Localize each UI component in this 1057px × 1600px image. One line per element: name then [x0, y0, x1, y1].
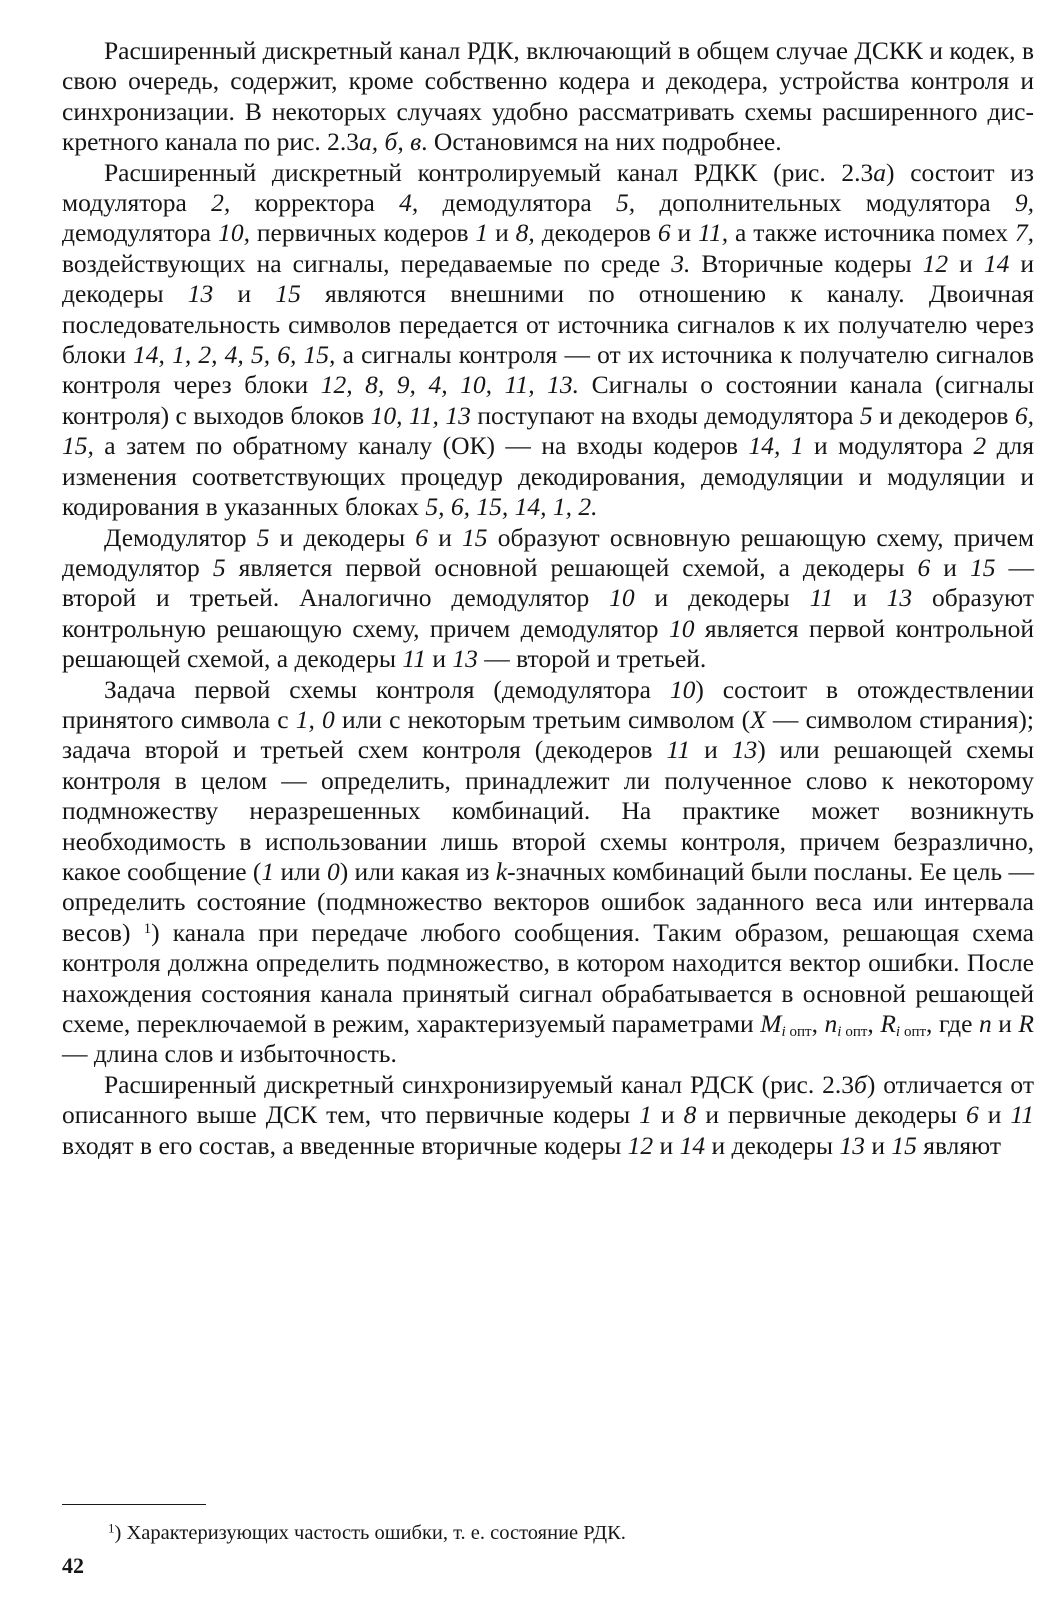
text-run: и: [488, 218, 516, 248]
italic-run: 12: [922, 248, 949, 278]
text-run: ) канала при передаче любого сообщения. Таким образом, решающая схема контроля должна определить подмножество, в котором находится вектор ошибки. После нахождения состояния канала принятый сигнал обрабатывается в основной решающей схеме, переключаемой в режим, характеризуемый параметрами: [62, 917, 1034, 1038]
text-run: и декодеры: [62, 248, 1034, 309]
text-run: и декодеры: [705, 1130, 840, 1160]
text-run: первичных кодеров: [249, 218, 476, 248]
italic-run: 13: [886, 583, 913, 613]
italic-run: i: [895, 1023, 901, 1040]
italic-run: 5: [212, 552, 226, 582]
italic-run: 8: [683, 1100, 697, 1130]
italic-run: 6: [657, 218, 671, 248]
italic-run: 11: [809, 583, 834, 613]
italic-run: а: [873, 157, 887, 187]
text-run: ) отличается от описанного выше ДСК тем, что первичные кодеры: [62, 1069, 1034, 1130]
paragraph: [62, 675, 1034, 1070]
italic-run: 9,: [1014, 188, 1034, 218]
italic-run: 4,: [399, 188, 419, 218]
text-run: , где: [926, 1009, 979, 1038]
text-run: и: [991, 1009, 1019, 1038]
text-run: ,: [811, 1009, 825, 1038]
italic-run: 8,: [515, 218, 535, 248]
italic-run: n: [978, 1009, 992, 1038]
text-run: опт: [785, 1023, 812, 1040]
italic-run: 15: [462, 522, 488, 552]
text-run: является первой контрольной решающей схемой, а декодеры: [62, 613, 1034, 674]
text-run: и: [428, 522, 463, 552]
italic-run: 10, 11, 13: [370, 400, 471, 430]
text-run: и: [978, 1100, 1011, 1130]
text-run: Вторичные кодеры: [690, 248, 923, 278]
text-run: поступают на входы демодулятора: [470, 400, 860, 430]
italic-run: 5: [256, 522, 270, 552]
italic-run: 5: [859, 400, 873, 430]
text-run: -значных комбинаций были посланы. Ее цель — определить состояние (подмножество векторов ошибок заданного веса или интервала весов): [62, 856, 1034, 947]
italic-run: 2,: [211, 188, 231, 218]
paragraph: [62, 1070, 1034, 1161]
text-run: дополнительных модулятора: [635, 188, 1015, 218]
text-run: являются внешними по отношению к каналу. Двоичная последовательность символов передается от источника сигналов к их получателю через блоки: [62, 279, 1034, 370]
text-run: и: [864, 1130, 892, 1160]
italic-run: 10,: [218, 218, 250, 248]
text-run: и: [833, 583, 887, 613]
text-run: Демодулятор: [104, 522, 257, 552]
text-run: Расширенный дискретный контролируемый канал РДКК (рис. 2.3: [104, 157, 874, 187]
italic-run: 14, 1, 2, 4, 5, 6, 15,: [133, 340, 336, 370]
text-run: а также источника помех: [728, 218, 1015, 248]
italic-run: 1: [639, 1100, 652, 1130]
italic-run: 6: [415, 522, 429, 552]
footnote-text: ) Характеризующих частость ошибки, т. е. состояние РДК.: [114, 1522, 626, 1544]
italic-run: 6: [917, 552, 931, 582]
footnote: [108, 1520, 626, 1546]
italic-run: 14, 1: [748, 431, 804, 461]
text-run: — длина слов и избыточность.: [62, 1039, 397, 1069]
italic-run: 1: [261, 856, 275, 886]
italic-run: 3.: [671, 248, 691, 278]
text-run: декодеров: [534, 218, 658, 248]
text-run: и модулятора: [803, 431, 974, 461]
text-run: — второй и третьей. Аналогично демодулятор: [62, 552, 1035, 613]
italic-run: R: [1018, 1009, 1034, 1038]
italic-run: а, б, в: [359, 127, 422, 157]
italic-run: 1: [475, 218, 489, 248]
italic-run: б: [854, 1069, 867, 1099]
italic-run: 11: [666, 735, 691, 765]
text-run: и: [690, 735, 732, 765]
text-run: и: [930, 552, 970, 582]
italic-run: 10: [668, 613, 695, 643]
text-run: ) или какая из: [339, 856, 496, 886]
italic-run: 14: [983, 248, 1010, 278]
text-run: и: [948, 248, 984, 278]
text-run: и: [651, 1100, 684, 1130]
italic-run: 6: [965, 1100, 979, 1130]
text-run: ) состоит из модулятора: [62, 157, 1034, 218]
italic-run: 13: [187, 279, 214, 309]
text-run: ,: [867, 1009, 881, 1038]
text-run: а сигналы контроля — от их источника к получателю сигналов контроля через блоки: [62, 340, 1034, 400]
text-run: Задача первой схемы контроля (демодулятора: [104, 674, 670, 704]
text-run: — второй и третьей.: [477, 644, 707, 674]
text-run: . Остановимся на них подробнее.: [421, 127, 782, 157]
italic-run: R: [880, 1009, 896, 1038]
italic-run: 7,: [1014, 218, 1034, 248]
italic-run: X: [750, 704, 766, 734]
italic-run: 15: [275, 279, 301, 309]
text-run: образуют контрольную решающую схему, причем демодулятор: [62, 583, 1034, 643]
footnote-divider: [62, 1504, 206, 1505]
page-body: [62, 36, 1034, 1161]
text-run: и декодеров: [872, 400, 1015, 430]
text-run: ) или решающей схемы контроля в целом — определить, принадлежит ли полученное слово к некоторому подмножеству неразрешенных комбинаций. На практике может возникнуть необходимость в использовании лишь второй схемы контроля, причем безразлично, какое сообщение (: [62, 735, 1034, 886]
italic-run: 15: [969, 552, 996, 582]
page-number: 42: [62, 1553, 84, 1578]
italic-run: 12, 8, 9, 4, 10, 11, 13.: [320, 370, 580, 400]
text-run: ) состоит в отождествлении принятого символа с: [62, 674, 1034, 734]
text-run: и: [670, 218, 699, 248]
text-run: и декодеры: [634, 583, 810, 613]
italic-run: n: [824, 1009, 838, 1038]
italic-run: 2: [973, 431, 987, 461]
italic-run: 6, 15,: [62, 400, 1034, 461]
italic-run: 13: [731, 735, 758, 765]
italic-run: i: [781, 1023, 786, 1040]
text-run: или с некоторым третьим символом (: [334, 704, 751, 734]
paragraph: [62, 523, 1034, 675]
paragraph: [62, 36, 1034, 158]
text-run: и первичные декодеры: [696, 1100, 966, 1130]
italic-run: 10: [669, 674, 696, 704]
italic-run: M: [760, 1009, 782, 1038]
text-run: опт: [841, 1023, 868, 1040]
italic-run: 0: [326, 856, 340, 886]
text-run: и: [653, 1130, 680, 1160]
text-run: являют: [916, 1130, 1001, 1160]
text-run: Сигналы о состоянии канала (сигналы контроля) с выходов блоков: [62, 370, 1035, 430]
text-run: или: [274, 856, 327, 886]
text-run: и: [213, 279, 276, 309]
italic-run: 11: [1010, 1100, 1034, 1130]
italic-run: k: [495, 856, 508, 886]
text-run: демодулятора: [418, 188, 616, 218]
italic-run: 11,: [698, 218, 729, 248]
text-run: опт: [900, 1023, 927, 1040]
italic-run: 11: [402, 644, 426, 674]
text-run: входят в его состав, а введенные вторичные кодеры: [62, 1130, 628, 1160]
italic-run: 14: [679, 1130, 706, 1160]
text-run: воздействующих на сигналы, передаваемые по среде: [62, 248, 672, 278]
footnote-ref: 1: [143, 920, 152, 937]
paragraph: [62, 158, 1034, 523]
text-run: является первой основной решающей схемой, а декодеры: [225, 552, 918, 582]
text-run: Расширенный дискретный канал РДК, включающий в общем случае ДСКК и кодек, в свою очередь, содержит, кроме собственно кодера и декодера, устройства контроля и синхронизации. В некоторых случаях удобно рассматривать схемы расширенного дискретного канала по рис. 2.3: [62, 36, 1034, 157]
footnote-marker: 1: [108, 1520, 115, 1536]
text-run: и декодеры: [269, 522, 416, 552]
italic-run: 13: [452, 644, 478, 674]
text-run: Расширенный дискретный синхронизируемый канал РДСК (рис. 2.3: [104, 1069, 855, 1099]
italic-run: i: [837, 1023, 842, 1040]
text-run: — символом стирания); задача второй и третьей схем контроля (декодеров: [62, 704, 1035, 765]
text-run: для изменения соответствующих процедур декодирования, демодуляции и модуляции и кодирования в указанных блоках: [62, 431, 1035, 522]
italic-run: 1, 0: [295, 704, 335, 734]
italic-run: 13: [839, 1130, 865, 1160]
text-run: корректора: [230, 188, 400, 218]
text-run: и: [426, 644, 453, 674]
text-run: образуют освновную решающую схему, причем демодулятор: [62, 522, 1034, 582]
italic-run: 12: [627, 1130, 654, 1160]
italic-run: 10: [609, 583, 635, 613]
text-run: демодулятора: [62, 218, 219, 248]
italic-run: 5, 6, 15, 14, 1, 2.: [425, 492, 598, 522]
italic-run: 5,: [615, 188, 636, 218]
text-run: а затем по обратному каналу (ОК) — на входы кодеров: [93, 431, 749, 461]
italic-run: 15: [891, 1130, 917, 1160]
